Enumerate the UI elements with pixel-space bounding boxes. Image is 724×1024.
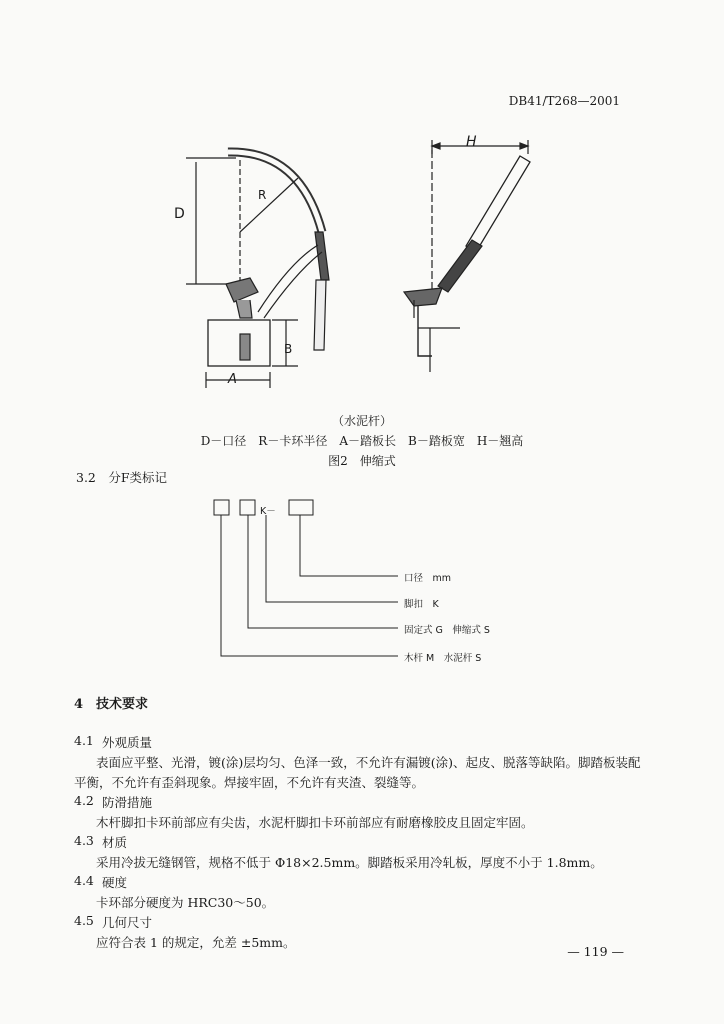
item-4-3-number: 4.3 (74, 833, 94, 848)
item-4-3-title: 材质 (102, 835, 128, 850)
item-4-1-line-2: 平衡，不允许有歪斜现象。焊接牢固，不允许有夹渣、裂缝等。 (74, 775, 425, 790)
marking-legend-type: 固定式 G 伸缩式 S (404, 625, 490, 636)
item-4-5-line-1: 应符合表 1 的规定，允差 ±5mm。 (96, 935, 296, 950)
figure-caption-material: （水泥杆） (331, 414, 392, 428)
dim-label-r: R (258, 188, 267, 202)
figure-caption-legend: D－口径 R－卡环半径 A－踏板长 B－踏板宽 H－翘高 (200, 434, 524, 448)
marking-legend-climber: 脚扣 K (404, 599, 439, 610)
item-4-5-title: 几何尺寸 (102, 915, 153, 930)
standard-number: DB41/T268—2001 (508, 94, 620, 108)
item-4-4-title: 硬度 (102, 875, 128, 890)
section-4-heading: 4 技术要求 (74, 697, 149, 712)
marking-code-k: K－ (260, 506, 276, 517)
item-4-2-number: 4.2 (74, 793, 94, 808)
page-number: — 119 — (567, 944, 624, 959)
dim-label-b: B (284, 342, 293, 356)
item-4-1-line-1: 表面应平整、光滑，镀(涂)层均匀、色泽一致，不允许有漏镀(涂)、起皮、脱落等缺陷。脚踏板装配 (96, 755, 641, 770)
item-4-1-number: 4.1 (74, 733, 94, 748)
item-4-2-title: 防滑措施 (102, 795, 153, 810)
item-4-1-title: 外观质量 (102, 735, 153, 750)
marking-legend-pole: 木杆 M 水泥杆 S (404, 653, 482, 664)
dim-label-h: H (466, 134, 477, 150)
item-4-3-line-1: 采用冷拔无缝钢管，规格不低于 Φ18×2.5mm。脚踏板采用冷轧板，厚度不小于 1.8mm。 (96, 855, 603, 870)
dim-label-a: A (228, 372, 237, 387)
item-4-4-line-1: 卡环部分硬度为 HRC30～50。 (96, 895, 275, 910)
item-4-2-line-1: 木杆脚扣卡环前部应有尖齿，水泥杆脚扣卡环前部应有耐磨橡胶皮且固定牢固。 (96, 815, 534, 830)
figure-caption-title: 图2 伸缩式 (328, 454, 396, 468)
item-4-4-number: 4.4 (74, 873, 94, 888)
dim-label-d: D (174, 206, 185, 222)
item-4-5-number: 4.5 (74, 913, 94, 928)
marking-legend-diameter: 口径 mm (404, 573, 452, 584)
section-3-2-heading: 3.2 分F类标记 (76, 470, 168, 485)
